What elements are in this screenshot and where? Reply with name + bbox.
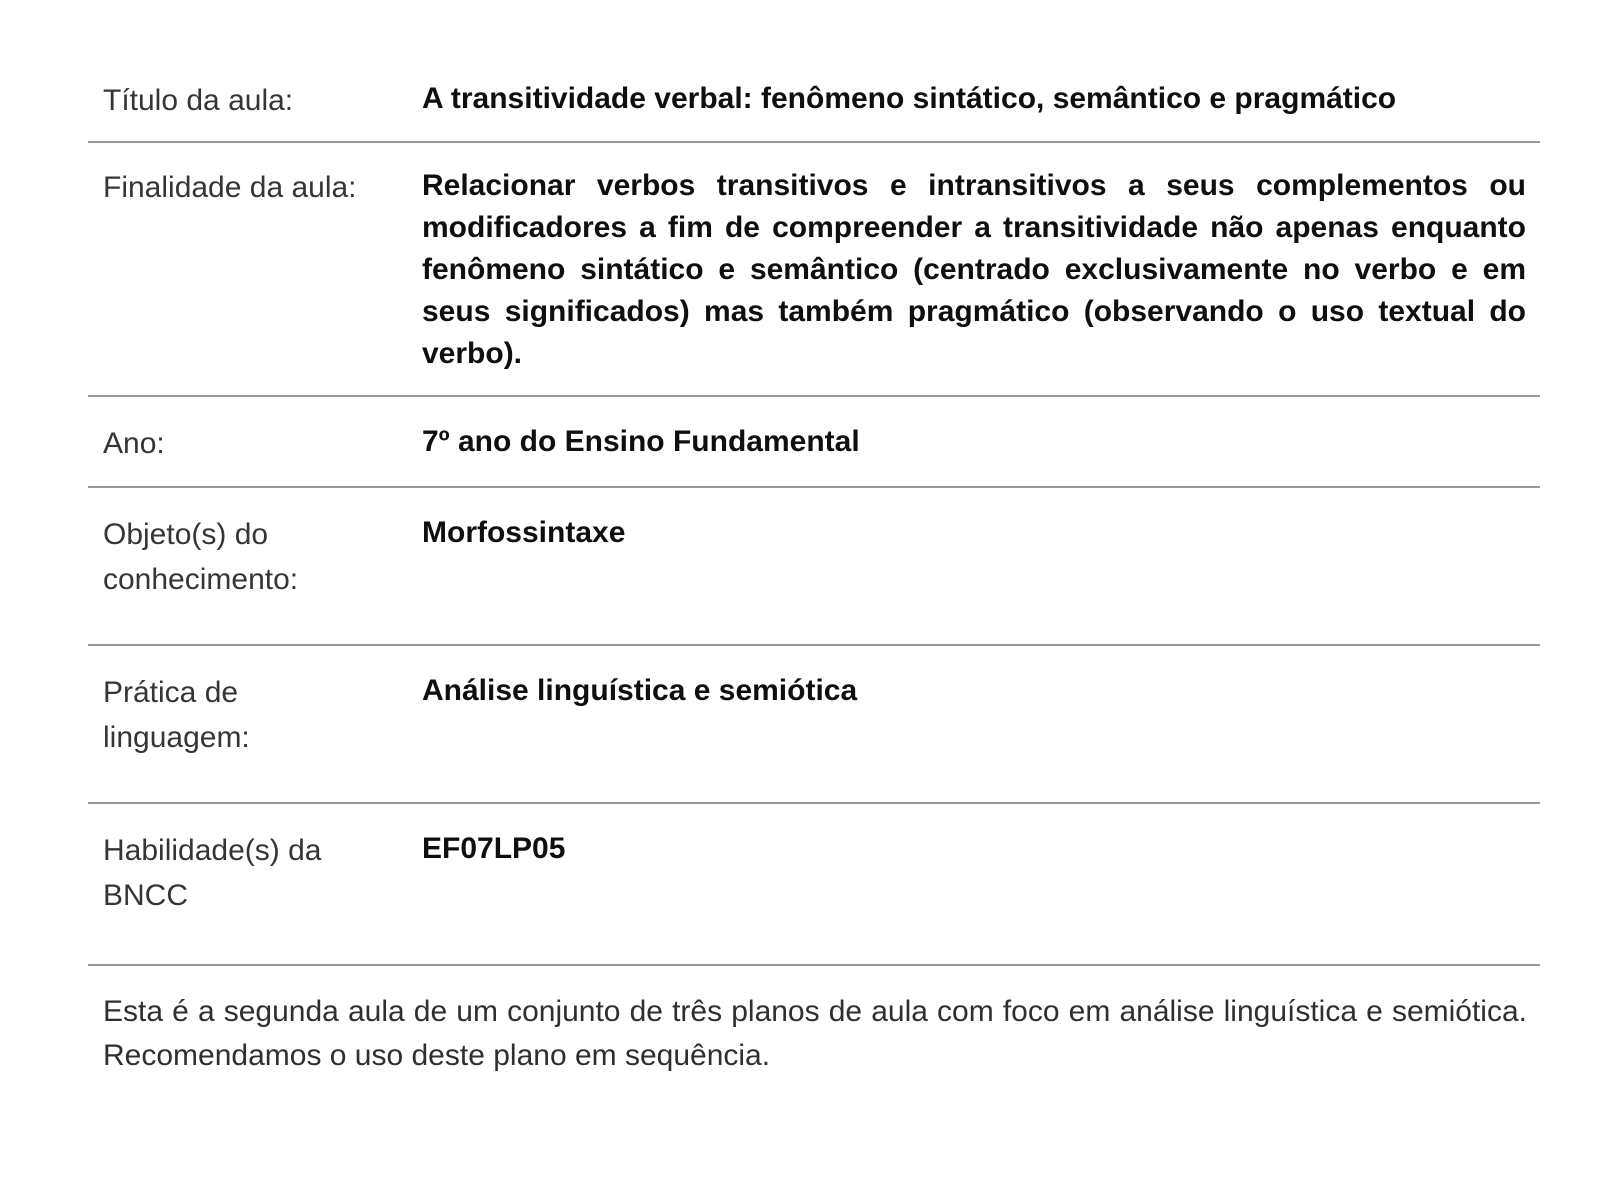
row-label-text: Finalidade da aula: [103, 171, 357, 204]
row-value-pratica-linguagem: Análise linguística e semiótica [422, 674, 858, 707]
row-label-text: Prática de linguagem: [103, 676, 250, 754]
row-value-finalidade: Relacionar verbos transitivos e intransitivos a seus complementos ou modificadores a fim de compreender a transitividade não apenas enquanto fenômeno sintático e semântico (centrado exclusivamente no verbo e em seus significados) mas também pragmático (observando o uso textual do verbo). [422, 169, 1526, 370]
row-label-objeto-conhecimento [88, 512, 422, 602]
row-label-text: Objeto(s) do conhecimento: [103, 518, 299, 596]
row-value-habilidade-bncc: EF07LP05 [422, 832, 566, 865]
row-value-titulo: A transitividade verbal: fenômeno sintático, semântico e pragmático [422, 82, 1397, 115]
table-row-ano [88, 397, 1540, 488]
table-row-finalidade [88, 143, 1540, 397]
sequence-recommendation-note: Esta é a segunda aula de um conjunto de três planos de aula com foco em análise linguística e semiótica. Recomendamos o uso deste plano em sequência. [103, 995, 1527, 1073]
row-label-habilidade-bncc [88, 828, 422, 918]
row-label-pratica-linguagem [88, 670, 422, 760]
row-label-ano [88, 421, 422, 466]
table-row-habilidade-bncc [88, 804, 1540, 966]
row-value-ano: 7º ano do Ensino Fundamental [422, 425, 860, 458]
row-label-text: Ano: [103, 427, 165, 460]
table-row-pratica-linguagem [88, 646, 1540, 804]
row-value-objeto-conhecimento: Morfossintaxe [422, 516, 626, 549]
table-row-objeto-conhecimento [88, 488, 1540, 646]
row-label-titulo [88, 78, 422, 123]
row-label-text: Título da aula: [103, 84, 294, 117]
row-label-text: Habilidade(s) da BNCC [103, 834, 322, 912]
table-row-titulo [88, 78, 1540, 143]
row-label-finalidade [88, 165, 422, 210]
